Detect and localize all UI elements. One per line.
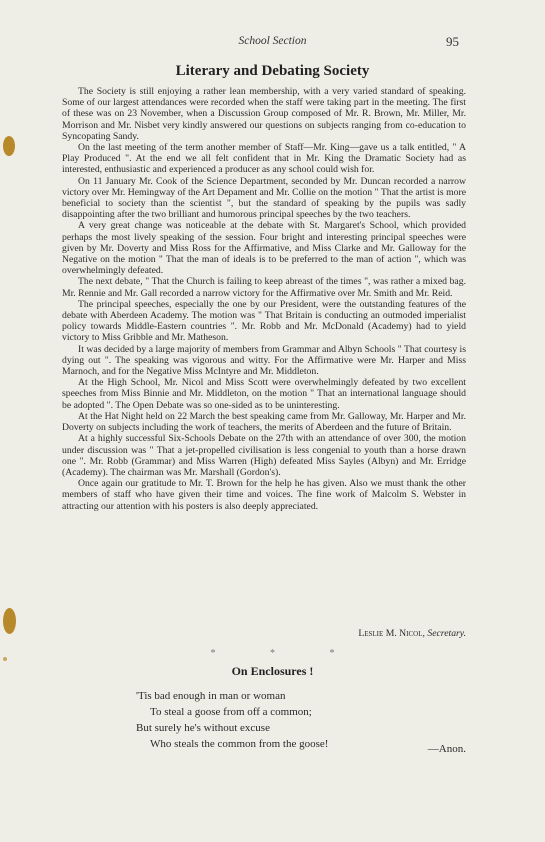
paragraph: At the Hat Night held on 22 March the best speaking came from Mr. Galloway, Mr. Harper and Mr. Doverty on subjects including the work of teachers, the merits of Aberdeen and the future of Britain. (62, 410, 466, 434)
paragraph: On 11 January Mr. Cook of the Science Department, seconded by Mr. Duncan recorded a narrow victory over Mr. Hemingway of the Art Depament and Mr. Collie on the motion " That the artist is more beneficial to society than the scientist ", but the standard of speaking by the pupils was sadly disappointing after the two brilliant and humorous principal speeches by the two teachers. (62, 175, 466, 221)
paragraph: On the last meeting of the term another member of Staff—Mr. King—gave us a talk entitled, " A Play Produced ". At the end we all felt confident that in Mr. King the Dramatic Society had as interested, enthusiastic and experienced a producer as any school could wish for. (62, 142, 466, 176)
poem-line: 'Tis bad enough in man or woman (136, 690, 286, 702)
article-title: Literary and Debating Society (175, 63, 370, 79)
paragraph: At a highly successful Six-Schools Debate on the 27th with an attendance of over 300, the motion under discussion was " That a jet-propelled civilisation is less congenial to youth than a horse drawn one ". Mr. Robb (Grammar) and Miss Warren (High) defeated Miss Sayles (Albyn) and Mr. Erridge (Academy). The chairman was Mr. Marshall (Gordon's). (62, 433, 466, 478)
signature-role: Secretary. (427, 628, 466, 639)
article-body (62, 86, 466, 512)
binding-hole-mark (3, 136, 15, 156)
paragraph: It was decided by a large majority of members from Grammar and Albyn Schools " That courtesy is dying out ". The speaking was vigorous and witty. For the Affirmative were Mr. Harper and Miss Marnoch, and for the Negative Miss McIntyre and Mr. Middleton. (62, 343, 466, 378)
paragraph: The Society is still enjoying a rather lean membership, with a very varied standard of speaking. Some of our largest attendances were recorded when the staff were taking part in the meeting. The first of these was on 23 November, when a Discussion Group composed of Mr. R. Brown, Mr. Miller, Mr. Morrison and Mr. Nisbet very kindly answered our questions on subjects ranging from co-education to Syncopating Sandy. (62, 86, 466, 142)
binding-hole-mark (3, 657, 7, 661)
poem-title: On Enclosures ! (231, 664, 314, 678)
paragraph: The next debate, " That the Church is failing to keep abreast of the times ", was rather a mixed bag. Mr. Rennie and Mr. Gall recorded a narrow victory for the Affirmative over Mr. Smith and Mr. Reid. (62, 276, 466, 299)
poem (136, 688, 466, 755)
paragraph: Once again our gratitude to Mr. T. Brown for the help he has given. Also we must thank the other members of staff who have given their time and voices. The fine work of Malcolm S. Webster in attracting our attention with his posters is also deeply appreciated. (62, 478, 466, 512)
section-separator: * * * (210, 648, 361, 659)
paragraph: At the High School, Mr. Nicol and Miss Scott were overwhelmingly defeated by two excellent speeches from Miss Binnie and Mr. Middleton, on the motion " That an international language should be adopted ". The Open Debate was so one-sided as to be uninteresting. (62, 377, 466, 411)
paragraph: A very great change was noticeable at the debate with St. Margaret's School, which provided perhaps the most lively speaking of the session. Four bright and interesting principal speeches were given by Mr. Doverty and Miss Ross for the Affirmative, and Miss Clarke and Mr. Galloway for the Negative on the motion " That the man of ideals is to be preferred to the man of action ", which was overwhelmingly defeated. (62, 220, 466, 277)
poem-line: To steal a goose from off a common; (150, 706, 312, 718)
binding-hole-mark (3, 608, 16, 634)
paragraph: The principal speeches, especially the one by our President, were the outstanding features of the debate with Aberdeen Academy. The motion was " That Britain is conducting an outmoded imperialist policy towards Middle-Eastern countries ". Mr. Robb and Mr. McDonald (Academy) had to yield victory to Miss Gribble and Mr. Matheson. (62, 298, 466, 344)
page-number: 95 (446, 34, 459, 49)
signature (62, 628, 466, 639)
poem-line: But surely he's without excuse (136, 722, 270, 734)
signature-name: Leslie M. Nicol, (358, 628, 425, 639)
running-header: School Section (238, 35, 307, 47)
poem-line: Who steals the common from the goose! (150, 738, 329, 750)
poem-author: —Anon. (427, 743, 466, 755)
